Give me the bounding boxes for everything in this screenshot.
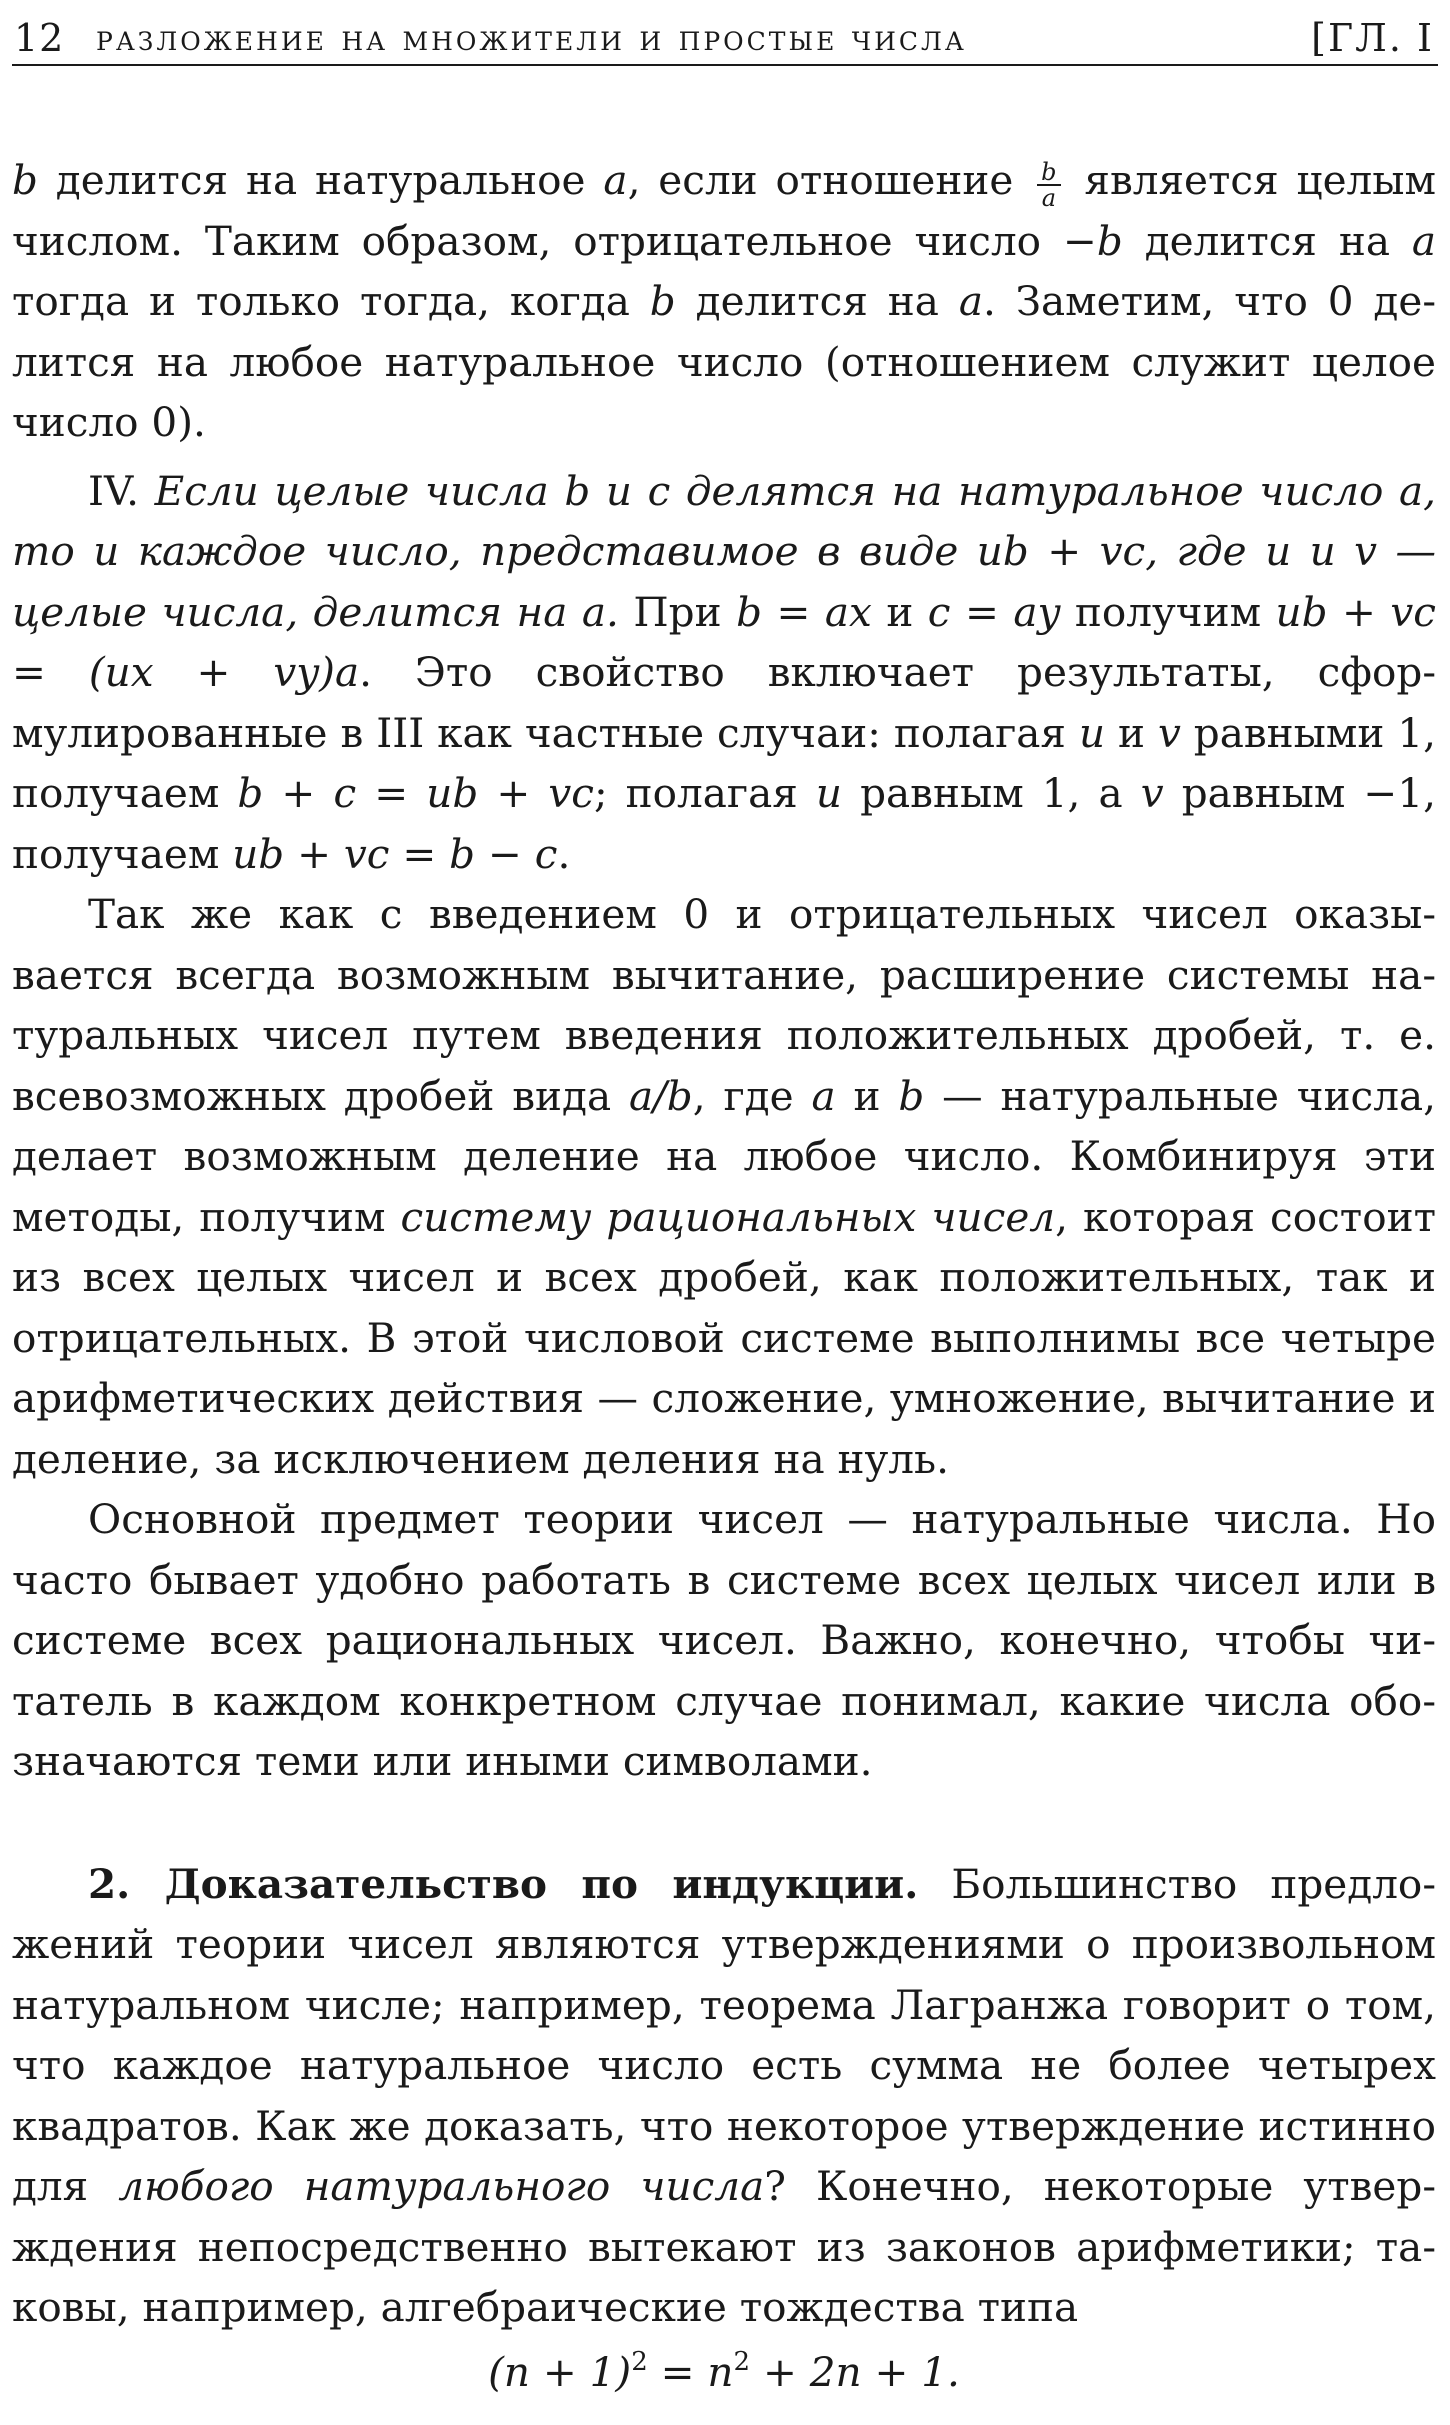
math-var: a — [811, 1071, 836, 1120]
math-var: a — [1411, 216, 1436, 265]
fraction-numerator: b — [1037, 160, 1060, 186]
math-var: u — [1078, 708, 1106, 757]
text-run: получим — [1060, 587, 1276, 636]
math-expr: ub + vc = (ux + vy)a — [12, 587, 1436, 696]
math-var: u — [815, 769, 843, 817]
paragraph-induction-section — [12, 1854, 1436, 2338]
text-run: Так же как с введением 0 и отрицательных чисел оказывается всегда возможным вычитание, расширение системы натуральных чисел путем введения положительных дробей, т. е. всевозможных дробей вида — [12, 890, 1436, 1120]
formula-exponent: 2 — [733, 2346, 751, 2377]
text-run: тогда и только тогда, когда — [12, 277, 650, 325]
paragraph-rational-numbers — [12, 884, 1436, 1489]
formula-lhs: (n + 1) — [488, 2347, 632, 2396]
formula-exponent: 2 — [631, 2346, 648, 2377]
math-var: a — [603, 156, 628, 204]
text-run: и — [1105, 708, 1158, 757]
math-var: b — [649, 277, 676, 325]
text-run: Большинство предложений теории чисел являются утверждениями о произвольном натуральном числе; например, теорема Лагранжа говорит о том, что каждое натуральное число есть сумма не более четырех квадратов. Как же доказать, что некоторое утверждение истинно для — [12, 1859, 1436, 2210]
main-text — [12, 150, 1436, 2402]
text-run: и — [871, 587, 928, 636]
math-expr: b + c = ub + vc — [237, 769, 594, 817]
text-run: делится на — [675, 277, 959, 325]
math-expr: b = ax — [736, 587, 872, 636]
formula-rhs: + 2n + 1. — [750, 2347, 960, 2396]
math-var: a — [958, 277, 983, 325]
math-var: v — [1157, 708, 1181, 757]
paragraph-property-iv — [12, 461, 1436, 885]
text-run: равным 1, а — [842, 769, 1141, 817]
math-var: b — [12, 156, 38, 204]
text-run: , которая состоит из всех целых чисел и всех дробей, как положительных, так и отрицательных. В этой числовой системе выполнимы все четыре арифметических действия — сложение, умножение, вычитание и деление, за исключением деления на нуль. — [12, 1192, 1436, 1483]
property-number: IV. — [88, 466, 155, 515]
fraction-denominator: a — [1041, 184, 1057, 212]
property-statement: Если целые числа b и c делятся на натуральное число a, то и каждое число, представимое в виде ub + vc, где u и v — целые числа, делится на a. — [12, 466, 1436, 636]
formula-equals: = n — [647, 2347, 734, 2396]
running-header — [12, 14, 1438, 66]
text-run: является целым числом. Таким образом, отрицательное число — [12, 156, 1437, 265]
text-run: ; полагая — [593, 769, 816, 817]
text-run: При — [618, 587, 737, 636]
emphasis-term: любого натурального числа — [118, 2162, 765, 2210]
math-expr: a/b — [629, 1071, 693, 1120]
paragraph-number-theory-subject — [12, 1489, 1436, 1792]
math-expr: ub + vc = b − c — [232, 829, 558, 878]
section-heading: 2. Доказательство по индукции. — [88, 1859, 919, 1908]
text-run: , если отношение — [627, 156, 1032, 204]
text-run: делится на — [1122, 216, 1412, 265]
running-title: разложение на множители и простые числа — [96, 18, 967, 59]
math-expr: c = ay — [927, 587, 1061, 636]
text-run: равными 1, получаем — [12, 708, 1436, 817]
text-run: и — [835, 1071, 899, 1120]
text-run: . — [557, 829, 571, 878]
text-run: — натуральные числа, делает возможным деление на любое число. Комбинируя эти методы, получим — [12, 1071, 1436, 1241]
text-run: ? Конечно, некоторые утверждения непосредственно вытекают из законов арифметики; таковы, например, алгебраические тождества типа — [12, 2162, 1436, 2331]
text-run: Основной предмет теории чисел — натуральные числа. Но часто бывает удобно работать в системе всех целых чисел или в системе всех рациональных чисел. Важно, конечно, чтобы читатель в каждом конкретном случае понимал, какие числа обозначаются теми или иными символами. — [12, 1495, 1436, 1785]
math-var: −b — [1062, 216, 1123, 265]
fraction — [1037, 160, 1060, 210]
display-formula — [12, 2342, 1436, 2403]
page-number: 12 — [14, 16, 65, 60]
text-run: . Заметим, что 0 делится на любое натуральное число (отношением служит целое число 0). — [12, 277, 1436, 446]
text-run: , где — [692, 1071, 812, 1120]
text-run: равным −1, получаем — [12, 769, 1436, 878]
chapter-label: [ГЛ. I — [1311, 16, 1434, 60]
text-run: . Это свойство включает результаты, сформулированные в III как частные случаи: полагая — [12, 648, 1436, 757]
math-var: b — [898, 1071, 925, 1120]
text-run: делится на натуральное — [37, 156, 604, 204]
emphasis-term: систему рациональных чисел — [400, 1192, 1056, 1241]
paragraph-divisibility-negative — [12, 150, 1436, 453]
math-var: v — [1140, 769, 1164, 817]
